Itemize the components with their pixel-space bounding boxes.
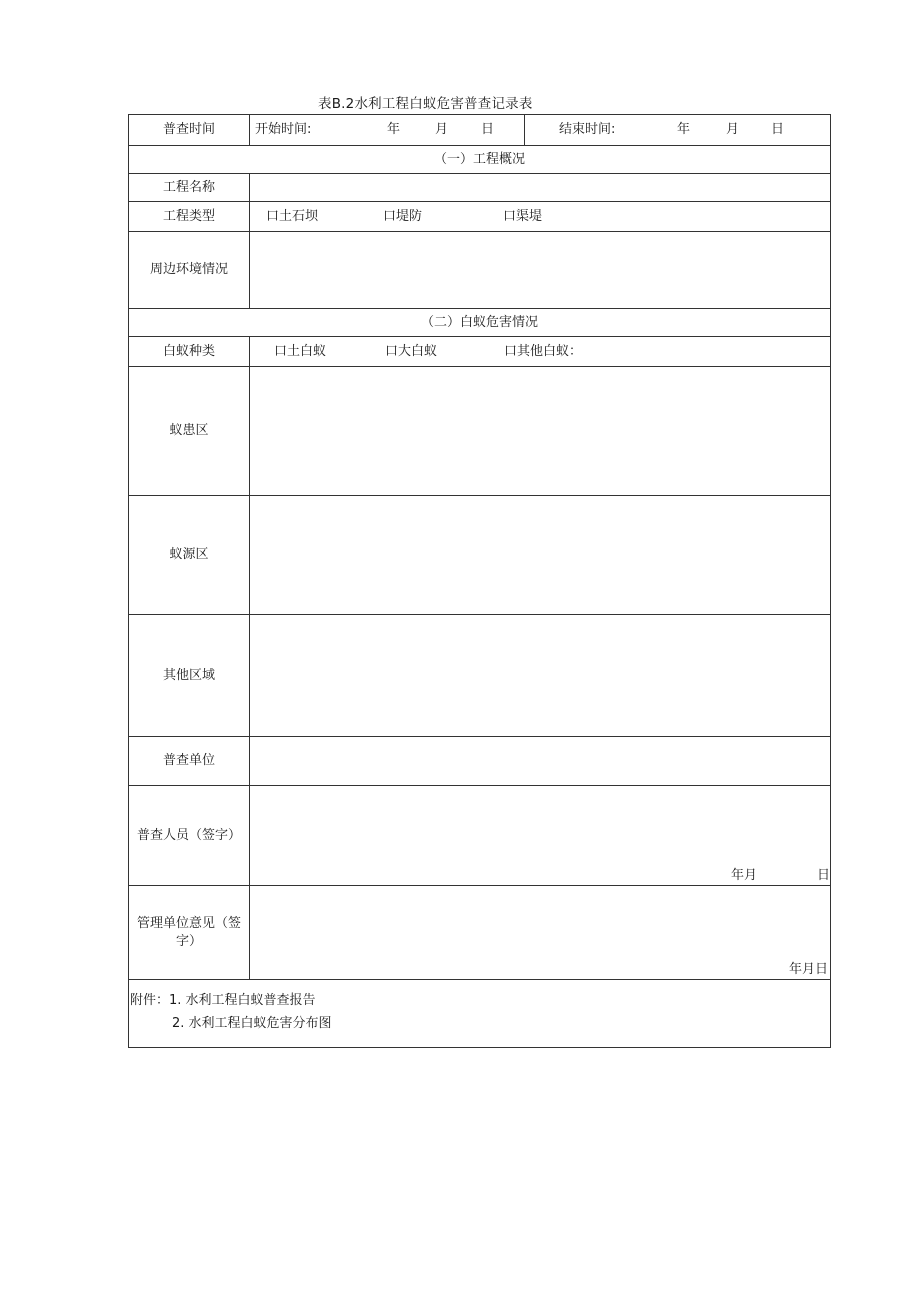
- other-area-row: [129, 615, 831, 737]
- section-termite-hazard-row: [129, 309, 831, 337]
- end-day-label: 日: [771, 122, 785, 138]
- project-type-options: [250, 202, 831, 232]
- end-year-label: 年: [677, 122, 691, 138]
- end-month-label: 月: [726, 122, 740, 138]
- start-day-label: 日: [481, 122, 495, 138]
- project-type-row: [129, 202, 831, 232]
- management-label-line1: 管理单位意见（签: [136, 915, 241, 931]
- start-year-label: 年: [387, 122, 401, 138]
- option-levee[interactable]: 口堤防: [383, 208, 423, 224]
- management-row: [129, 886, 831, 980]
- other-area-field[interactable]: [250, 615, 831, 737]
- surveyor-date-year-month: 年月: [731, 868, 758, 884]
- attachment-item-1: 附件：1. 水利工程白蚁普查报告: [130, 993, 316, 1008]
- management-label-line2: 字）: [175, 933, 202, 949]
- other-area-label: 其他区域: [129, 615, 250, 737]
- surroundings-row: [129, 232, 831, 309]
- source-area-field[interactable]: [250, 496, 831, 615]
- option-other-termite[interactable]: 口其他白蚁：: [504, 343, 583, 359]
- management-date: 年月日: [789, 962, 829, 978]
- termite-type-label: 白蚁种类: [129, 337, 250, 367]
- start-time-cell[interactable]: [250, 115, 525, 146]
- surroundings-field[interactable]: [250, 232, 831, 309]
- surveyor-date-day: 日: [817, 868, 831, 884]
- end-time-cell[interactable]: [525, 115, 831, 146]
- survey-record-table: [128, 114, 831, 1048]
- termite-type-options: [250, 337, 831, 367]
- infested-area-field[interactable]: [250, 367, 831, 496]
- attachments-row: [129, 980, 831, 1048]
- section-termite-hazard: （二）白蚁危害情况: [129, 309, 831, 337]
- management-label: [129, 886, 250, 980]
- survey-unit-field[interactable]: [250, 737, 831, 786]
- start-month-label: 月: [435, 122, 449, 138]
- option-canal-embankment[interactable]: 口渠堤: [503, 208, 543, 224]
- option-earth-rock-dam[interactable]: 口土石坝: [266, 208, 319, 224]
- section-project-overview: （一）工程概况: [129, 146, 831, 174]
- start-time-label: 开始时间:: [255, 122, 312, 138]
- surroundings-label: 周边环境情况: [129, 232, 250, 309]
- surveyor-label: 普查人员（签字）: [129, 786, 250, 886]
- management-opinion-field[interactable]: [250, 886, 831, 980]
- section-project-overview-row: [129, 146, 831, 174]
- survey-time-label: 普查时间: [129, 115, 250, 146]
- survey-time-row: [129, 115, 831, 146]
- source-area-row: [129, 496, 831, 615]
- project-name-field[interactable]: [250, 174, 831, 202]
- option-big-termite[interactable]: 口大白蚁: [385, 343, 438, 359]
- project-name-row: [129, 174, 831, 202]
- attachments-cell: [129, 980, 831, 1048]
- termite-type-row: [129, 337, 831, 367]
- infested-area-label: 蚁患区: [129, 367, 250, 496]
- option-soil-termite[interactable]: 口土白蚁: [274, 343, 327, 359]
- survey-unit-row: [129, 737, 831, 786]
- attachment-item-2: 2. 水利工程白蚁危害分布图: [172, 1016, 332, 1031]
- infested-area-row: [129, 367, 831, 496]
- surveyor-signature-field[interactable]: [250, 786, 831, 886]
- project-type-label: 工程类型: [129, 202, 250, 232]
- form-title: 表B.2水利工程白蚁危害普查记录表: [318, 96, 533, 112]
- survey-unit-label: 普查单位: [129, 737, 250, 786]
- source-area-label: 蚁源区: [129, 496, 250, 615]
- surveyor-row: [129, 786, 831, 886]
- end-time-label: 结束时间:: [559, 122, 616, 138]
- project-name-label: 工程名称: [129, 174, 250, 202]
